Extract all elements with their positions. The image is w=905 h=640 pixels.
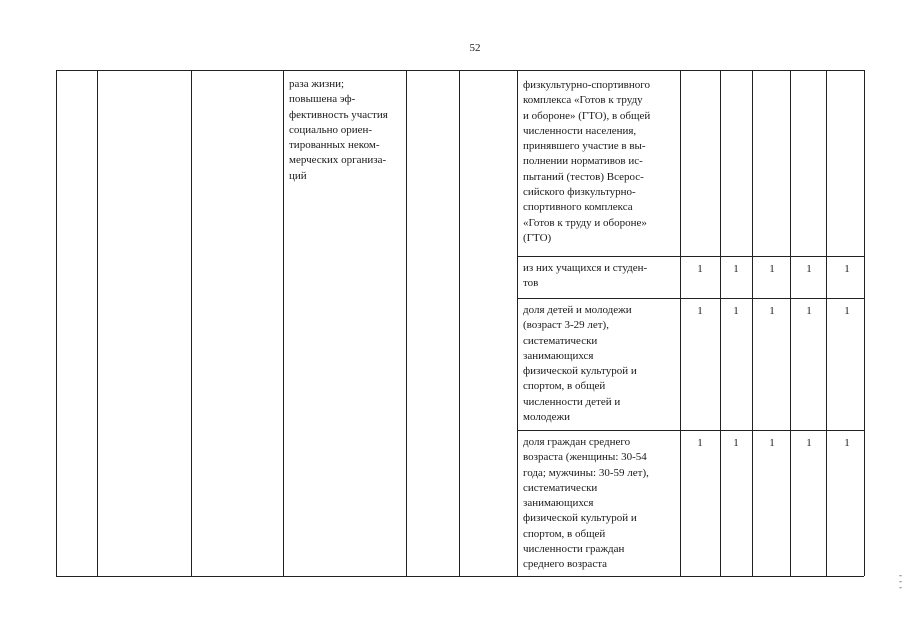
column-line [720,70,721,576]
column-line [97,70,98,576]
indicator-text: из них учащихся и студен- тов [523,262,648,290]
indicator-value: 1 [733,263,739,275]
indicator-value: 1 [806,305,812,317]
results-cell: раза жизни; повышена эф- фективность участия социально ориен- тированных неком- мерческих организа- ций [289,78,388,182]
table-top-border [56,70,864,71]
indicator-value: 1 [769,437,775,449]
page-number: 52 [469,42,481,54]
column-line [406,70,407,576]
indicator-value: 1 [844,263,850,275]
indicator-text: физкультурно-спортивного комплекса «Готов к труду и обороне» (ГТО), в общей численности населения, принявшего участие в вы- полнении нормативов ис- пытаний (тестов) Всерос- сийского физкультурно- спортивного комплекса «Готов к труду и обороне» (ГТО) [523,79,651,244]
column-line [283,70,284,576]
column-line [864,70,865,576]
column-line [826,70,827,576]
indicator-value: 1 [844,305,850,317]
indicator-value: 1 [697,437,703,449]
indicator-value: 1 [733,437,739,449]
margin-mark: - - - [899,570,902,592]
column-line [790,70,791,576]
row-separator [517,430,864,431]
indicator-text: доля детей и молодежи (возраст 3-29 лет), систематически занимающихся физической культурой и спортом, в общей численности детей и молодежи [523,304,637,424]
column-line [459,70,460,576]
column-line [752,70,753,576]
indicator-value: 1 [806,437,812,449]
column-line [517,70,518,576]
column-line [680,70,681,576]
column-line [191,70,192,576]
row-separator [517,298,864,299]
indicator-value: 1 [733,305,739,317]
row-separator [517,256,864,257]
indicator-value: 1 [697,305,703,317]
indicator-value: 1 [769,305,775,317]
indicator-value: 1 [806,263,812,275]
indicator-value: 1 [769,263,775,275]
column-line [56,70,57,576]
indicator-value: 1 [697,263,703,275]
indicator-value: 1 [844,437,850,449]
indicator-text: доля граждан среднего возраста (женщины: 30-54 года; мужчины: 30-59 лет), систематически занимающихся физической культурой и спортом, в общей численности граждан среднего возраста [523,436,649,571]
table-bottom-border [56,576,864,577]
